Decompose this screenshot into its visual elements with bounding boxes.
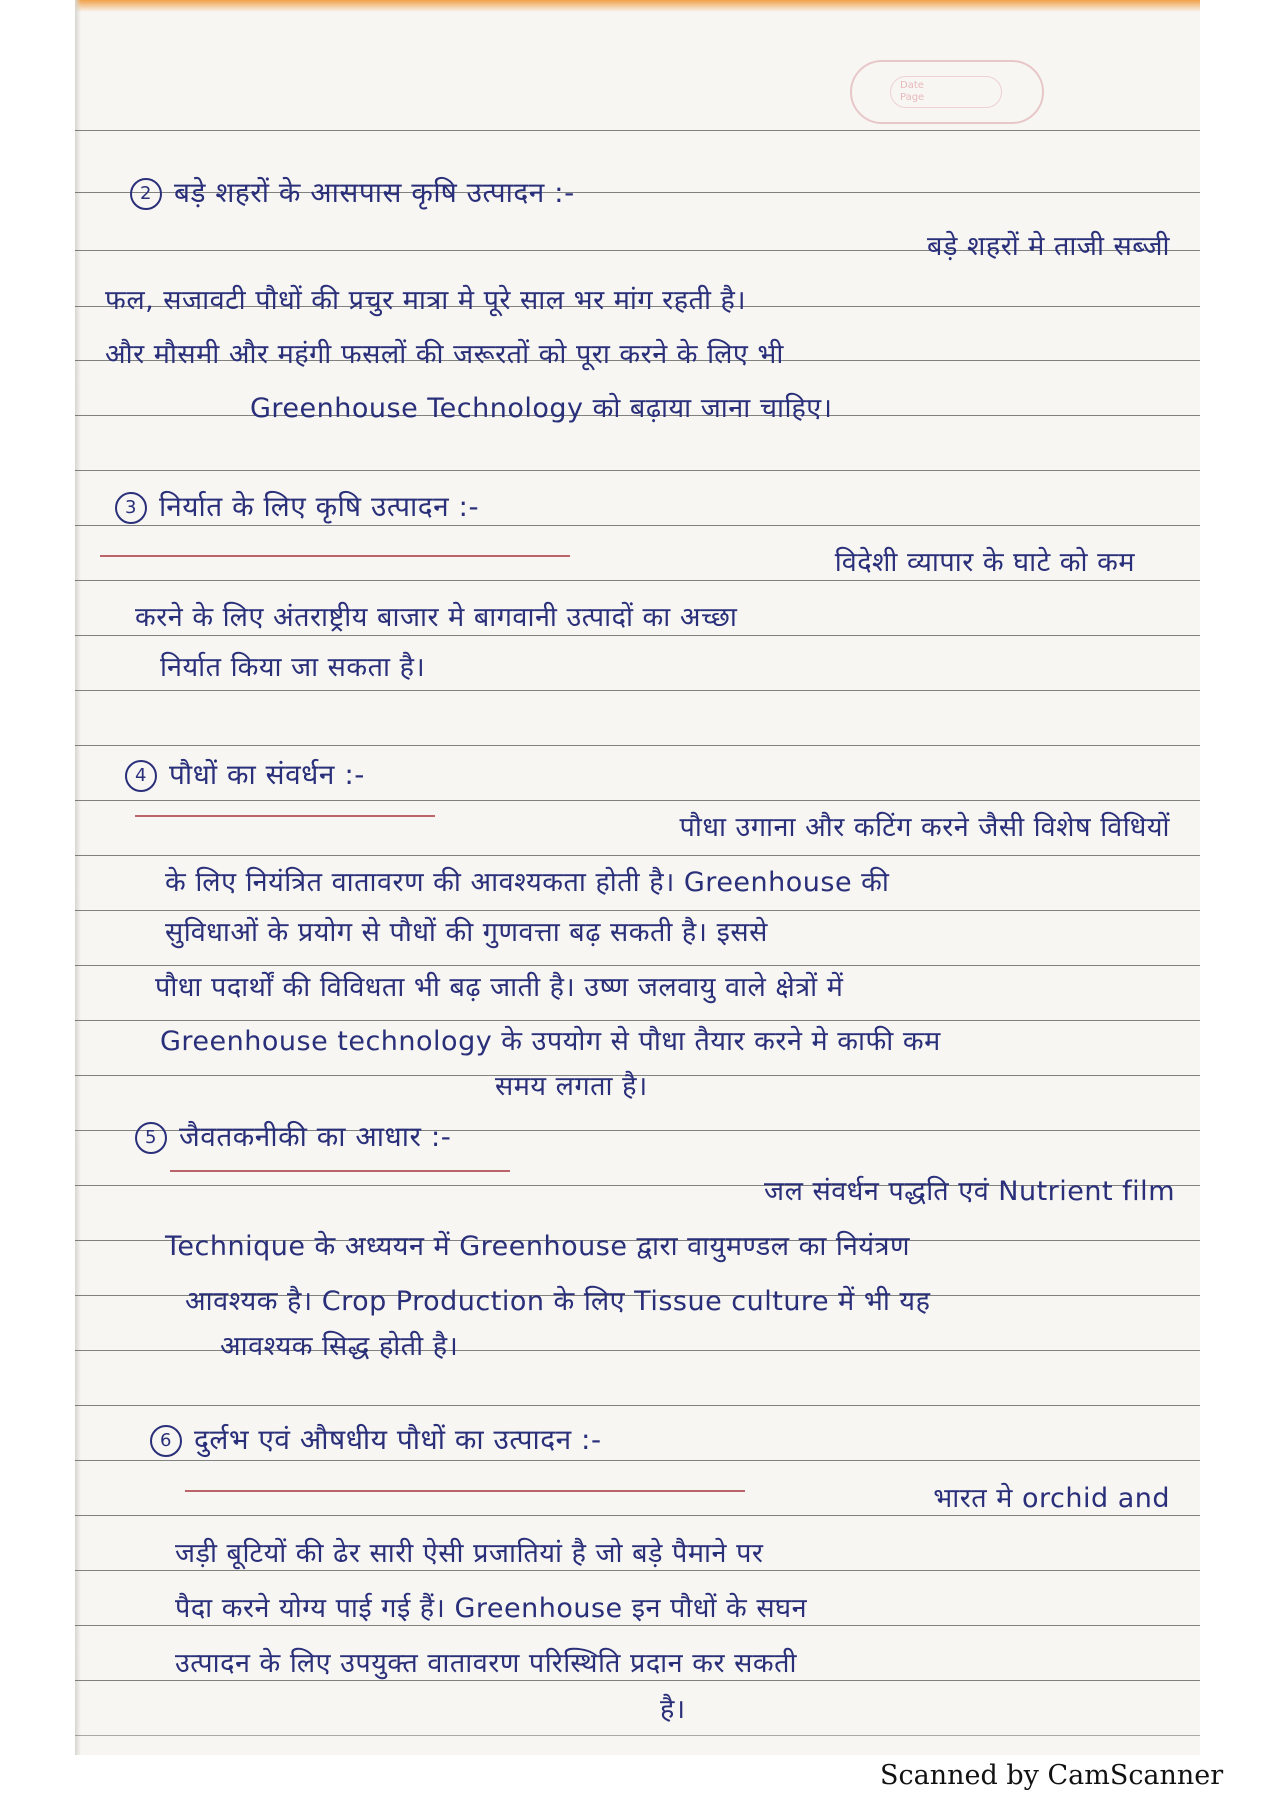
- section-6-line-2: जड़ी बूटियों की ढेर सारी ऐसी प्रजातियां है जो बड़े पैमाने पर: [175, 1538, 764, 1569]
- section-2-line-2: फल, सजावटी पौधों की प्रचुर मात्रा मे पूरे साल भर मांग रहती है।: [105, 285, 747, 316]
- section-3-line-2: करने के लिए अंतराष्ट्रीय बाजार मे बागवानी उत्पादों का अच्छा: [135, 602, 738, 633]
- section-6-number: 6: [150, 1425, 182, 1457]
- section-6-underline: [185, 1490, 745, 1492]
- section-4-line-5: Greenhouse technology के उपयोग से पौधा तैयार करने मे काफी कम: [160, 1026, 941, 1057]
- stamp-page-label: Page: [900, 92, 925, 103]
- date-page-stamp: [850, 60, 1044, 124]
- section-6-line-5: है।: [660, 1694, 686, 1725]
- section-5-line-1: जल संवर्धन पद्धति एवं Nutrient film: [764, 1176, 1175, 1207]
- section-4-line-4: पौधा पदार्थों की विविधता भी बढ़ जाती है। उष्ण जलवायु वाले क्षेत्रों में: [155, 972, 844, 1003]
- section-6-heading: 6 दुर्लभ एवं औषधीय पौधों का उत्पादन :-: [150, 1425, 602, 1457]
- stamp-date-label: Date: [900, 80, 924, 91]
- section-3-heading: 3 निर्यात के लिए कृषि उत्पादन :-: [115, 492, 479, 524]
- section-2-line-1: बड़े शहरों मे ताजी सब्जी: [927, 231, 1170, 262]
- section-3-underline: [100, 555, 570, 557]
- scanner-watermark: Scanned by CamScanner: [880, 1760, 1224, 1791]
- section-4-line-6: समय लगता है।: [495, 1071, 648, 1102]
- section-2-line-3: और मौसमी और महंगी फसलों की जरूरतों को पूरा करने के लिए भी: [105, 339, 784, 370]
- section-2-line-4: Greenhouse Technology को बढ़ाया जाना चाहिए।: [250, 393, 833, 424]
- notebook-page: [75, 0, 1200, 1755]
- section-4-heading: 4 पौधों का संवर्धन :-: [125, 760, 365, 792]
- section-5-number: 5: [135, 1122, 167, 1154]
- section-4-line-3: सुविधाओं के प्रयोग से पौधों की गुणवत्ता बढ़ सकती है। इससे: [165, 917, 768, 948]
- section-2-number: 2: [130, 178, 162, 210]
- section-3-line-3: निर्यात किया जा सकता है।: [160, 652, 426, 683]
- section-6-line-3: पैदा करने योग्य पाई गई हैं। Greenhouse इन पौधों के सघन: [175, 1593, 808, 1624]
- section-6-line-4: उत्पादन के लिए उपयुक्त वातावरण परिस्थिति प्रदान कर सकती: [175, 1648, 797, 1679]
- section-4-underline: [135, 815, 435, 817]
- section-5-underline: [170, 1170, 510, 1172]
- section-4-line-2: के लिए नियंत्रित वातावरण की आवश्यकता होती है। Greenhouse की: [165, 867, 890, 898]
- section-5-line-3: आवश्यक है। Crop Production के लिए Tissue culture में भी यह: [185, 1286, 931, 1317]
- section-4-number: 4: [125, 760, 157, 792]
- section-5-line-2: Technique के अध्ययन में Greenhouse द्वारा वायुमण्डल का नियंत्रण: [165, 1231, 910, 1262]
- section-3-number: 3: [115, 492, 147, 524]
- section-3-line-1: विदेशी व्यापार के घाटे को कम: [834, 547, 1135, 578]
- section-5-line-4: आवश्यक सिद्ध होती है।: [220, 1331, 459, 1362]
- section-5-heading: 5 जैवतकनीकी का आधार :-: [135, 1122, 451, 1154]
- section-2-heading: 2 बड़े शहरों के आसपास कृषि उत्पादन :-: [130, 178, 575, 210]
- section-6-line-1: भारत मे orchid and: [933, 1483, 1170, 1514]
- section-4-line-1: पौधा उगाना और कटिंग करने जैसी विशेष विधियों: [679, 812, 1170, 843]
